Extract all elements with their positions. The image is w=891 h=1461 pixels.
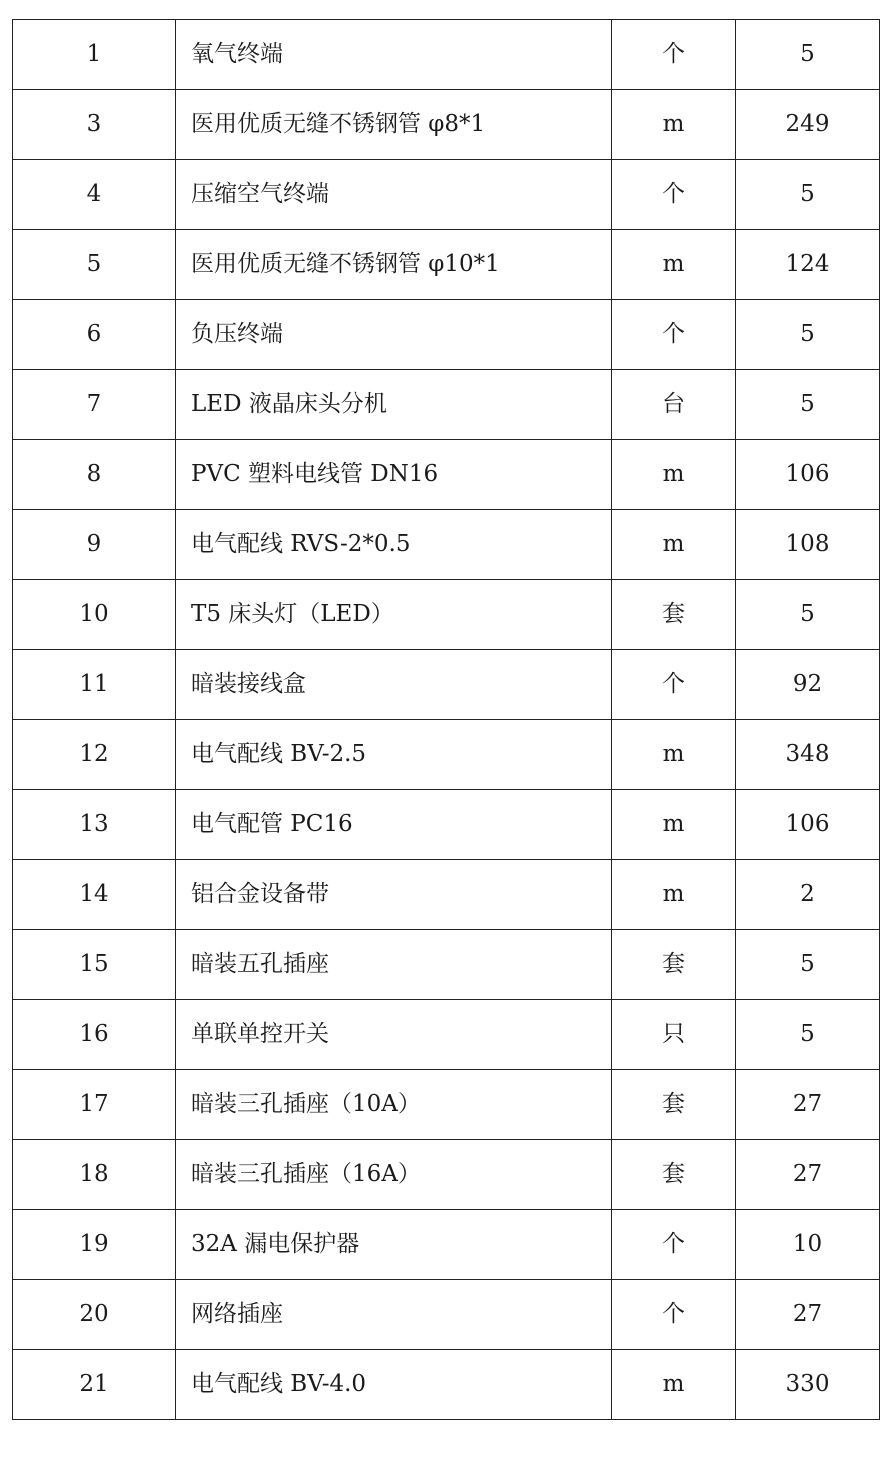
table-row [13,1210,880,1280]
table-row [13,1070,880,1140]
item-unit-cell: m [612,510,736,580]
item-name-cell: 电气配线 BV-4.0 [176,1350,612,1420]
item-number-cell: 9 [13,510,176,580]
item-quantity-cell: 249 [736,90,880,160]
table-row [13,300,880,370]
item-name-cell: 暗装接线盒 [176,650,612,720]
item-number-cell: 11 [13,650,176,720]
item-quantity-cell: 5 [736,930,880,1000]
item-quantity-cell: 106 [736,790,880,860]
item-quantity-cell: 92 [736,650,880,720]
item-name-cell: 网络插座 [176,1280,612,1350]
item-unit-cell: 台 [612,370,736,440]
item-unit-cell: 套 [612,930,736,1000]
table-row [13,440,880,510]
item-quantity-cell: 5 [736,580,880,650]
item-number-cell: 5 [13,230,176,300]
table-row [13,1280,880,1350]
item-unit-cell: m [612,1350,736,1420]
item-name-cell: T5 床头灯（LED） [176,580,612,650]
item-number-cell: 6 [13,300,176,370]
item-unit-cell: 套 [612,580,736,650]
table-row [13,160,880,230]
item-quantity-cell: 5 [736,20,880,90]
table-row [13,650,880,720]
item-name-cell: PVC 塑料电线管 DN16 [176,440,612,510]
item-name-cell: 医用优质无缝不锈钢管 φ10*1 [176,230,612,300]
item-number-cell: 20 [13,1280,176,1350]
item-quantity-cell: 348 [736,720,880,790]
item-quantity-cell: 124 [736,230,880,300]
item-quantity-cell: 27 [736,1280,880,1350]
item-number-cell: 21 [13,1350,176,1420]
item-number-cell: 15 [13,930,176,1000]
table-row [13,90,880,160]
item-quantity-cell: 5 [736,160,880,230]
item-number-cell: 7 [13,370,176,440]
item-quantity-cell: 106 [736,440,880,510]
item-number-cell: 14 [13,860,176,930]
item-quantity-cell: 330 [736,1350,880,1420]
item-name-cell: 负压终端 [176,300,612,370]
item-number-cell: 8 [13,440,176,510]
item-name-cell: 氧气终端 [176,20,612,90]
item-name-cell: 电气配管 PC16 [176,790,612,860]
table-row [13,20,880,90]
table-row [13,930,880,1000]
item-unit-cell: m [612,440,736,510]
item-unit-cell: m [612,90,736,160]
materials-table-body [13,20,880,1420]
item-quantity-cell: 5 [736,300,880,370]
item-name-cell: 电气配线 RVS-2*0.5 [176,510,612,580]
item-name-cell: 暗装三孔插座（16A） [176,1140,612,1210]
table-row [13,1140,880,1210]
item-unit-cell: m [612,720,736,790]
table-row [13,1350,880,1420]
item-unit-cell: 个 [612,20,736,90]
item-unit-cell: m [612,230,736,300]
table-row [13,580,880,650]
item-number-cell: 12 [13,720,176,790]
item-unit-cell: 个 [612,650,736,720]
item-name-cell: 铝合金设备带 [176,860,612,930]
item-name-cell: 单联单控开关 [176,1000,612,1070]
item-number-cell: 3 [13,90,176,160]
item-number-cell: 4 [13,160,176,230]
item-name-cell: 压缩空气终端 [176,160,612,230]
item-number-cell: 10 [13,580,176,650]
item-unit-cell: m [612,860,736,930]
item-quantity-cell: 5 [736,370,880,440]
materials-table [12,19,880,1420]
table-row [13,720,880,790]
item-unit-cell: 个 [612,160,736,230]
item-quantity-cell: 27 [736,1140,880,1210]
item-unit-cell: m [612,790,736,860]
table-row [13,860,880,930]
table-row [13,510,880,580]
item-name-cell: 暗装三孔插座（10A） [176,1070,612,1140]
item-number-cell: 16 [13,1000,176,1070]
item-unit-cell: 套 [612,1070,736,1140]
item-number-cell: 13 [13,790,176,860]
item-unit-cell: 个 [612,300,736,370]
table-row [13,1000,880,1070]
item-unit-cell: 个 [612,1280,736,1350]
item-name-cell: 电气配线 BV-2.5 [176,720,612,790]
item-quantity-cell: 5 [736,1000,880,1070]
item-number-cell: 17 [13,1070,176,1140]
item-unit-cell: 套 [612,1140,736,1210]
table-row [13,370,880,440]
item-number-cell: 18 [13,1140,176,1210]
item-quantity-cell: 27 [736,1070,880,1140]
item-unit-cell: 只 [612,1000,736,1070]
item-quantity-cell: 10 [736,1210,880,1280]
materials-table-container [12,19,879,1420]
item-quantity-cell: 108 [736,510,880,580]
item-name-cell: 32A 漏电保护器 [176,1210,612,1280]
item-number-cell: 19 [13,1210,176,1280]
item-name-cell: LED 液晶床头分机 [176,370,612,440]
item-name-cell: 暗装五孔插座 [176,930,612,1000]
item-quantity-cell: 2 [736,860,880,930]
table-row [13,230,880,300]
table-row [13,790,880,860]
item-number-cell: 1 [13,20,176,90]
item-name-cell: 医用优质无缝不锈钢管 φ8*1 [176,90,612,160]
item-unit-cell: 个 [612,1210,736,1280]
